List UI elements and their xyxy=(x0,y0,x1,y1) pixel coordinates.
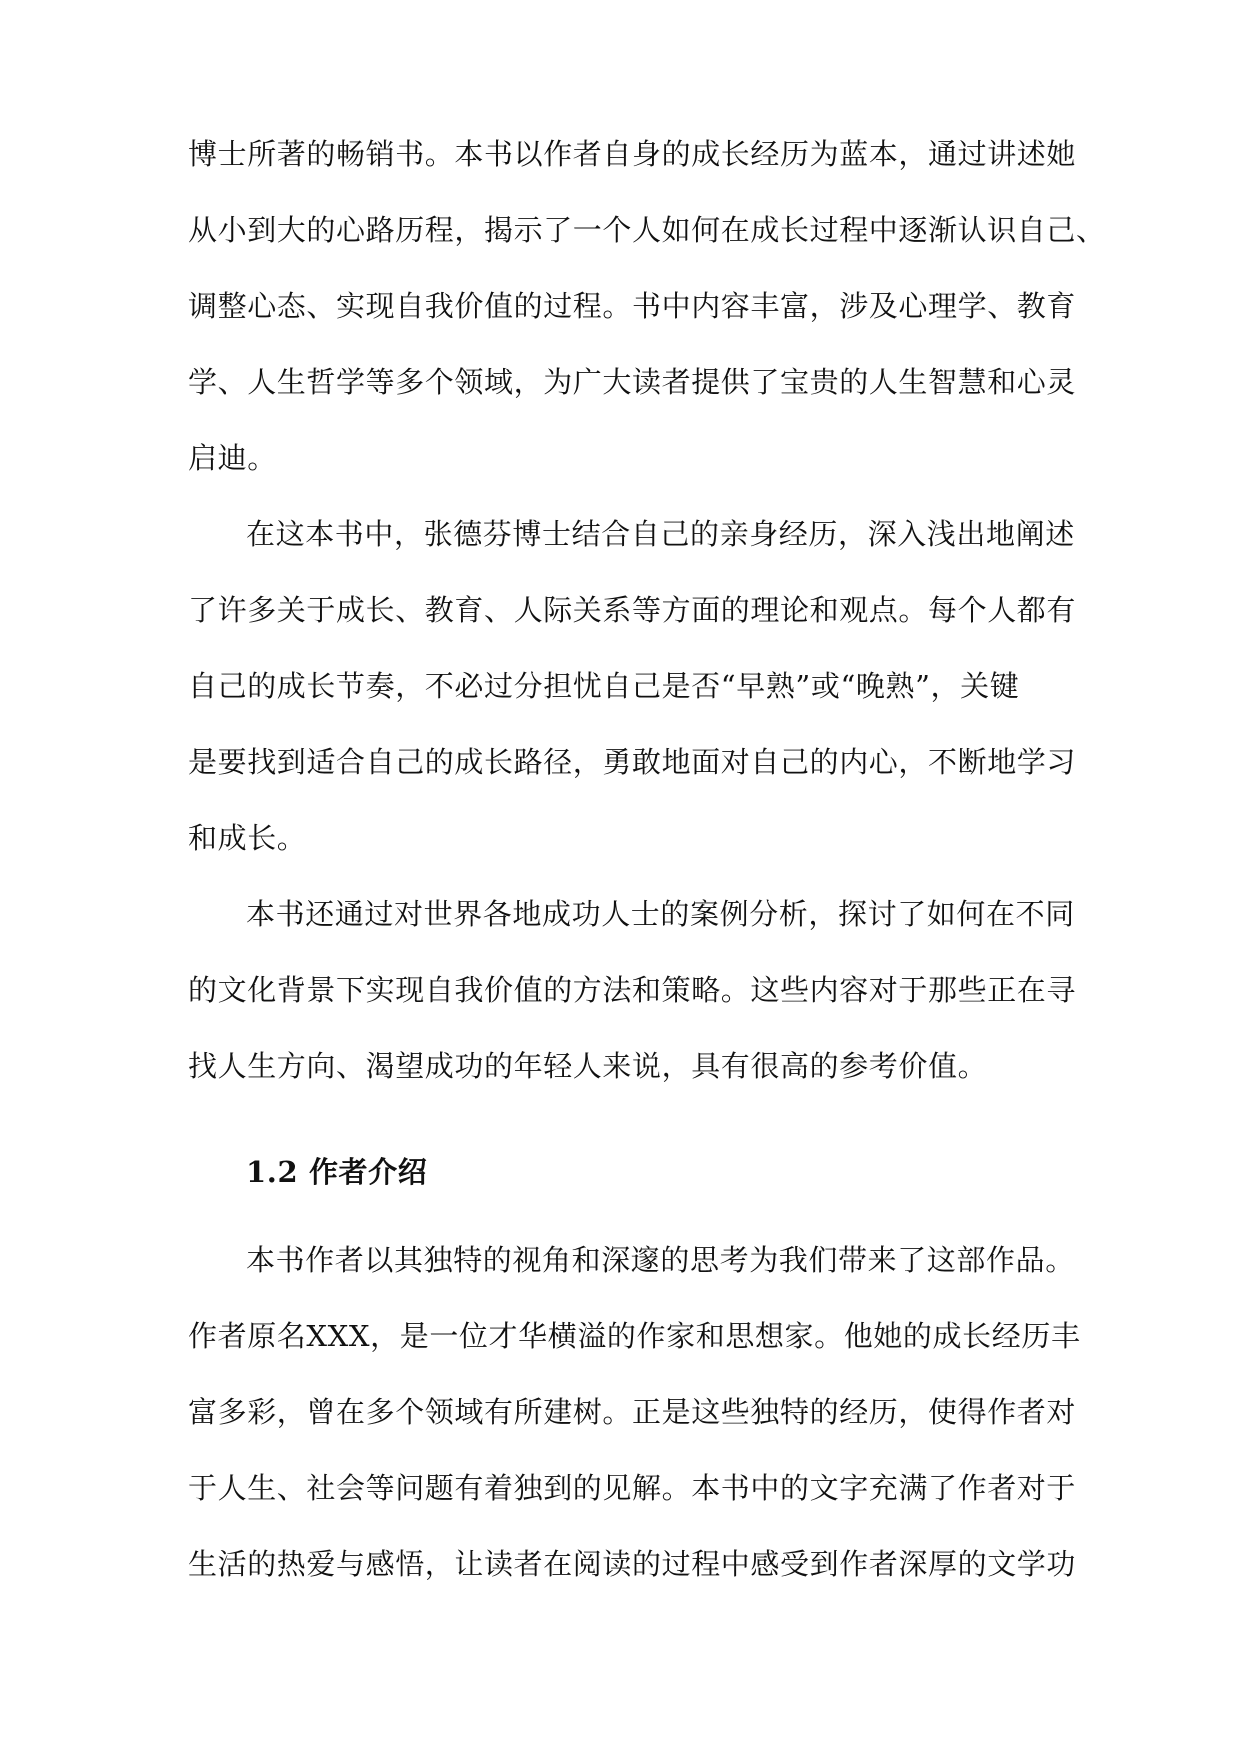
paragraph-line: 富多彩，曾在多个领域有所建树。正是这些独特的经历，使得作者对 xyxy=(188,1395,1077,1429)
paragraph-line: 启迪。 xyxy=(188,441,277,475)
paragraph-line: 的文化背景下实现自我价值的方法和策略。这些内容对于那些正在寻 xyxy=(188,973,1077,1007)
paragraph-line: 本书作者以其独特的视角和深邃的思考为我们带来了这部作品。 xyxy=(246,1243,1075,1277)
paragraph-line: 自己的成长节奏，不必过分担忧自己是否“早熟”或“晚熟”，关键 xyxy=(188,669,1020,703)
paragraph-line: 找人生方向、渴望成功的年轻人来说，具有很高的参考价值。 xyxy=(188,1049,988,1083)
paragraph-line: 作者原名XXX，是一位才华横溢的作家和思想家。他她的成长经历丰 xyxy=(188,1319,1081,1353)
paragraph-line: 于人生、社会等问题有着独到的见解。本书中的文字充满了作者对于 xyxy=(188,1471,1077,1505)
paragraph-line: 是要找到适合自己的成长路径，勇敢地面对自己的内心，不断地学习 xyxy=(188,745,1077,779)
paragraph-line: 在这本书中，张德芬博士结合自己的亲身经历，深入浅出地阐述 xyxy=(246,517,1075,551)
paragraph-line: 博士所著的畅销书。本书以作者自身的成长经历为蓝本，通过讲述她 xyxy=(188,137,1077,171)
paragraph-line: 调整心态、实现自我价值的过程。书中内容丰富，涉及心理学、教育 xyxy=(188,289,1077,323)
paragraph-line: 本书还通过对世界各地成功人士的案例分析，探讨了如何在不同 xyxy=(246,897,1075,931)
paragraph-line: 了许多关于成长、教育、人际关系等方面的理论和观点。每个人都有 xyxy=(188,593,1077,627)
paragraph-line: 从小到大的心路历程，揭示了一个人如何在成长过程中逐渐认识自己、 xyxy=(188,213,1106,247)
paragraph-line: 生活的热爱与感悟，让读者在阅读的过程中感受到作者深厚的文学功 xyxy=(188,1547,1077,1581)
paragraph-line: 和成长。 xyxy=(188,821,307,855)
section-heading: 1.2 作者介绍 xyxy=(246,1155,428,1189)
paragraph-line: 学、人生哲学等多个领域，为广大读者提供了宝贵的人生智慧和心灵 xyxy=(188,365,1077,399)
